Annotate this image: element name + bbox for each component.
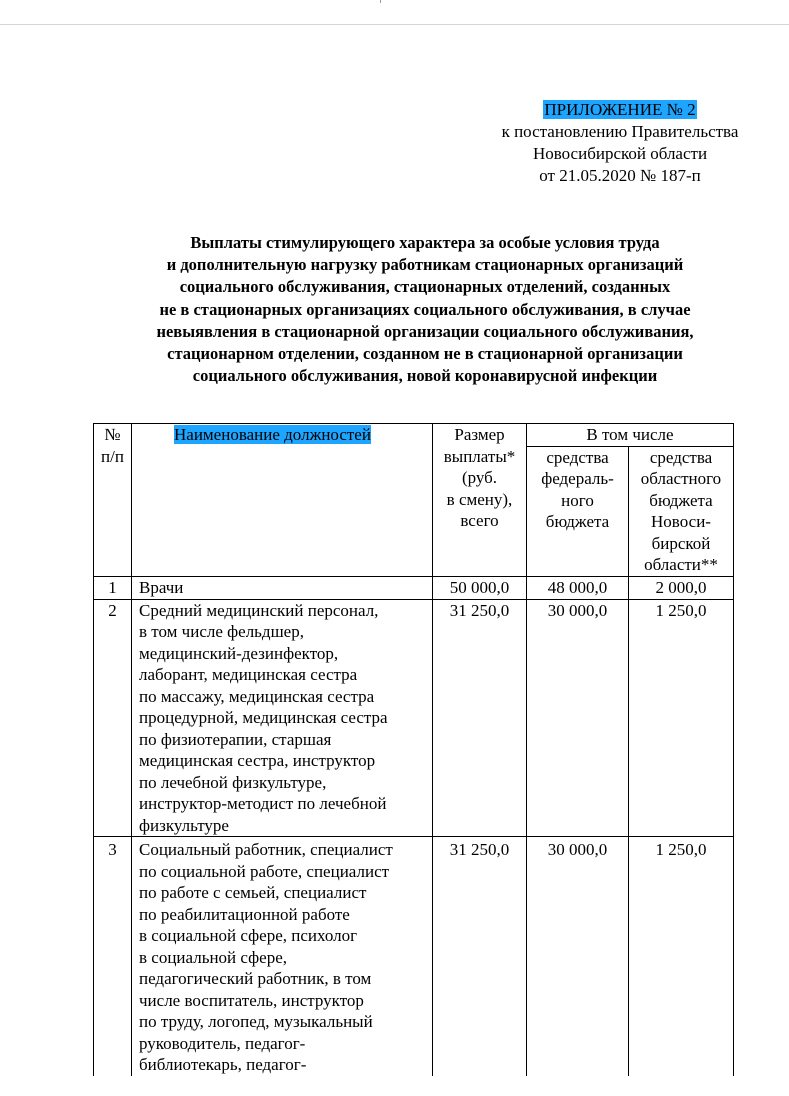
position-line: числе воспитатель, инструктор [139,990,364,1010]
header-regional-line: бирской [651,533,711,553]
header-number-line: п/п [101,446,124,466]
position-line: по труду, логопед, музыкальный [139,1012,373,1031]
header-regional-line: средства [649,447,713,467]
appendix-line-1: к постановлению Правительства [501,122,739,141]
title-line: и дополнительную нагрузку работникам стационарных организаций [166,255,684,275]
header-regional-line: бюджета [649,490,713,510]
header-including-text: В том числе [586,425,674,444]
row-regional: 2 000,0 [629,577,734,600]
row-regional: 1 250,0 [629,837,734,1076]
row-total: 50 000,0 [433,577,527,600]
row-total: 31 250,0 [433,837,527,1076]
position-line: Социальный работник, специалист [139,840,393,859]
row-position-name [132,837,433,1076]
title-line: социального обслуживания, стационарных отделений, созданных [179,277,671,297]
position-line: по социальной работе, специалист [139,861,390,881]
position-line: по реабилитационной работе [139,904,350,924]
position-line: в социальной сфере, психолог [139,926,358,945]
title-line: невыявления в стационарной организации социального обслуживания, [156,321,694,341]
position-line: в том числе фельдшер, [139,622,304,641]
header-federal-line: бюджета [545,512,610,531]
position-line: Врачи [139,578,184,597]
title-line: Выплаты стимулирующего характера за особые условия труда [190,233,660,252]
position-line: по лечебной физкультуре, [139,772,327,792]
position-line: по работе с семьей, специалист [139,883,367,902]
row-number: 3 [94,837,132,1076]
table-row [94,837,734,1076]
position-line: процедурной, медицинская сестра [139,708,388,727]
appendix-line-3: от 21.05.2020 № 187-п [539,166,701,185]
row-number: 2 [94,599,132,837]
position-line: по физиотерапии, старшая [139,729,332,749]
header-federal [527,446,629,577]
position-line: библиотекарь, педагог- [139,1055,307,1074]
header-size-line: Размер [454,425,505,444]
title-line: стационарном отделении, созданном не в стационарной организации [167,344,683,364]
row-number: 1 [94,577,132,600]
viewer-top-bar [0,0,789,25]
position-line: медицинский-дезинфектор, [139,643,339,663]
appendix-label: ПРИЛОЖЕНИЕ № 2 [544,100,696,119]
header-payment-size [433,424,527,577]
position-line: физкультуре [139,815,229,835]
position-line: инструктор-методист по лечебной [139,794,387,813]
payments-table [93,423,734,1076]
header-federal-line: федераль- [541,469,614,488]
header-position-name [132,424,433,577]
title-line: не в стационарных организациях социального обслуживания, в случае [159,299,691,319]
table-row [94,577,734,600]
header-size-line: всего [460,511,499,530]
header-number [94,424,132,577]
row-federal: 48 000,0 [527,577,629,600]
header-including [527,424,734,447]
title-line: социального обслуживания, новой коронавирусной инфекции [192,366,658,386]
header-regional-line: области** [644,555,718,574]
position-line: по массажу, медицинская сестра [139,686,375,706]
document-title [60,232,789,387]
header-size-line: выплаты* [443,446,516,466]
header-regional [629,446,734,577]
header-regional-line: Новоси- [651,512,711,531]
position-line: Средний медицинский персонал, [139,600,379,620]
position-line: руководитель, педагог- [139,1033,306,1053]
row-regional: 1 250,0 [629,599,734,837]
header-federal-line: ного [561,490,594,510]
position-line: лаборант, медицинская сестра [139,665,358,684]
header-position-name-text: Наименование должностей [174,425,371,444]
row-position-name [132,577,433,600]
scroll-marker [380,0,381,3]
table-row [94,599,734,837]
row-federal: 30 000,0 [527,599,629,837]
header-regional-line: областного [640,469,722,488]
header-number-line: № [104,425,121,444]
row-position-name [132,599,433,837]
header-federal-line: средства [546,447,609,467]
position-line: в социальной сфере, [139,947,288,967]
header-size-line: (руб. [461,468,498,487]
appendix-line-2: Новосибирской области [532,144,708,163]
table-header-row [94,424,734,447]
row-total: 31 250,0 [433,599,527,837]
header-size-line: в смену), [446,489,513,509]
position-line: педагогический работник, в том [139,969,372,988]
position-line: медицинская сестра, инструктор [139,751,376,770]
row-federal: 30 000,0 [527,837,629,1076]
appendix-block [470,99,770,187]
